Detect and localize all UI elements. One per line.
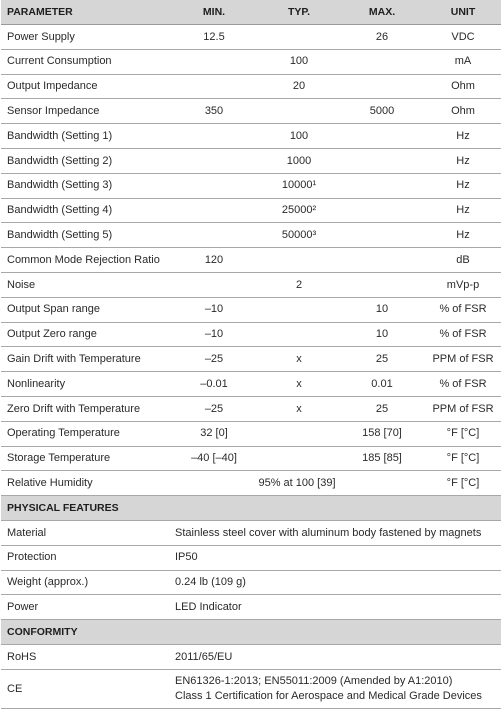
spec-parameter: Storage Temperature (1, 446, 169, 471)
spec-min (169, 173, 259, 198)
spec-unit: Hz (425, 173, 501, 198)
spec-row-sensor-impedance (1, 99, 501, 124)
spec-min (169, 148, 259, 173)
spec-min: 12.5 (169, 25, 259, 50)
spec-row-bandwidth-5 (1, 223, 501, 248)
spec-row-gain-drift (1, 347, 501, 372)
conformity-label: RoHS (1, 644, 169, 669)
spec-parameter: Gain Drift with Temperature (1, 347, 169, 372)
spec-humidity-value: 95% at 100 [39] (169, 471, 425, 496)
spec-min (169, 74, 259, 99)
spec-unit: PPM of FSR (425, 347, 501, 372)
physical-row-protection (1, 545, 501, 570)
spec-parameter: Zero Drift with Temperature (1, 396, 169, 421)
spec-parameter: Bandwidth (Setting 3) (1, 173, 169, 198)
physical-features-section (1, 496, 501, 620)
spec-unit: % of FSR (425, 322, 501, 347)
spec-max: 185 [85] (339, 446, 425, 471)
spec-row-storage-temperature (1, 446, 501, 471)
spec-row-nonlinearity (1, 372, 501, 397)
header-unit: UNIT (425, 0, 501, 25)
spec-typ: x (259, 347, 339, 372)
spec-typ: 20 (259, 74, 339, 99)
specifications-table (1, 0, 501, 709)
spec-parameter: Nonlinearity (1, 372, 169, 397)
spec-max: 10 (339, 322, 425, 347)
header-max: MAX. (339, 0, 425, 25)
spec-max: 10 (339, 297, 425, 322)
spec-row-output-impedance (1, 74, 501, 99)
spec-row-noise (1, 272, 501, 297)
physical-row-material (1, 520, 501, 545)
spec-max (339, 173, 425, 198)
spec-unit: % of FSR (425, 297, 501, 322)
spec-parameter: Relative Humidity (1, 471, 169, 496)
physical-features-header (1, 496, 501, 521)
spec-typ (259, 248, 339, 273)
header-parameter: PARAMETER (1, 0, 169, 25)
physical-value: LED Indicator (169, 595, 501, 620)
spec-max (339, 49, 425, 74)
physical-value: Stainless steel cover with aluminum body fastened by magnets (169, 520, 501, 545)
spec-min: –25 (169, 396, 259, 421)
conformity-section (1, 620, 501, 709)
spec-max: 26 (339, 25, 425, 50)
header-row (1, 0, 501, 25)
spec-max: 0.01 (339, 372, 425, 397)
spec-unit: Ohm (425, 74, 501, 99)
spec-row-power-supply (1, 25, 501, 50)
spec-typ: 1000 (259, 148, 339, 173)
spec-row-bandwidth-1 (1, 124, 501, 149)
ce-standards-line: EN61326-1:2013; EN55011:2009 (Amended by A1:2010) (175, 675, 453, 688)
spec-max: 25 (339, 396, 425, 421)
spec-parameter: Output Impedance (1, 74, 169, 99)
spec-parameter: Sensor Impedance (1, 99, 169, 124)
header-typ: TYP. (259, 0, 339, 25)
conformity-row-ce (1, 669, 501, 708)
spec-typ: 50000³ (259, 223, 339, 248)
spec-unit: PPM of FSR (425, 396, 501, 421)
spec-min (169, 124, 259, 149)
spec-parameter: Bandwidth (Setting 5) (1, 223, 169, 248)
spec-unit: dB (425, 248, 501, 273)
spec-parameter: Bandwidth (Setting 2) (1, 148, 169, 173)
conformity-value: 2011/65/EU (169, 644, 501, 669)
header-min: MIN. (169, 0, 259, 25)
spec-max (339, 198, 425, 223)
spec-unit: Hz (425, 124, 501, 149)
spec-row-bandwidth-2 (1, 148, 501, 173)
spec-typ (259, 99, 339, 124)
spec-min: –40 [–40] (169, 446, 259, 471)
spec-min: –25 (169, 347, 259, 372)
spec-unit: % of FSR (425, 372, 501, 397)
spec-min (169, 223, 259, 248)
physical-row-weight (1, 570, 501, 595)
spec-typ (259, 446, 339, 471)
physical-label: Protection (1, 545, 169, 570)
spec-parameter: Bandwidth (Setting 1) (1, 124, 169, 149)
spec-row-current-consumption (1, 49, 501, 74)
spec-row-bandwidth-3 (1, 173, 501, 198)
spec-typ (259, 421, 339, 446)
conformity-header (1, 620, 501, 645)
spec-max (339, 272, 425, 297)
spec-min: 32 [0] (169, 421, 259, 446)
spec-typ: 2 (259, 272, 339, 297)
spec-min (169, 198, 259, 223)
spec-min (169, 272, 259, 297)
spec-unit: VDC (425, 25, 501, 50)
spec-unit: Ohm (425, 99, 501, 124)
spec-parameter: Noise (1, 272, 169, 297)
spec-row-zero-drift (1, 396, 501, 421)
spec-typ: 100 (259, 49, 339, 74)
spec-row-operating-temperature (1, 421, 501, 446)
spec-min (169, 49, 259, 74)
spec-min: 120 (169, 248, 259, 273)
spec-unit: °F [°C] (425, 471, 501, 496)
spec-unit: °F [°C] (425, 421, 501, 446)
conformity-row-rohs (1, 644, 501, 669)
spec-max (339, 248, 425, 273)
spec-typ: x (259, 396, 339, 421)
spec-row-output-zero-range (1, 322, 501, 347)
spec-unit: Hz (425, 223, 501, 248)
spec-max (339, 223, 425, 248)
spec-typ: x (259, 372, 339, 397)
spec-unit: °F [°C] (425, 446, 501, 471)
conformity-label: CE (1, 669, 169, 708)
physical-label: Material (1, 520, 169, 545)
spec-typ (259, 322, 339, 347)
spec-parameter: Operating Temperature (1, 421, 169, 446)
spec-max (339, 74, 425, 99)
physical-row-power (1, 595, 501, 620)
spec-min: –0.01 (169, 372, 259, 397)
spec-parameter: Common Mode Rejection Ratio (1, 248, 169, 273)
spec-rows (1, 25, 501, 496)
physical-value: IP50 (169, 545, 501, 570)
spec-max: 25 (339, 347, 425, 372)
spec-typ: 25000² (259, 198, 339, 223)
spec-max: 5000 (339, 99, 425, 124)
spec-min: –10 (169, 297, 259, 322)
spec-unit: mVp-p (425, 272, 501, 297)
spec-parameter: Bandwidth (Setting 4) (1, 198, 169, 223)
spec-row-cmrr (1, 248, 501, 273)
spec-max (339, 124, 425, 149)
spec-min: 350 (169, 99, 259, 124)
spec-row-bandwidth-4 (1, 198, 501, 223)
physical-label: Weight (approx.) (1, 570, 169, 595)
spec-row-relative-humidity (1, 471, 501, 496)
section-title: PHYSICAL FEATURES (1, 496, 501, 521)
spec-typ: 100 (259, 124, 339, 149)
spec-typ (259, 25, 339, 50)
spec-max: 158 [70] (339, 421, 425, 446)
spec-row-output-span-range (1, 297, 501, 322)
spec-max (339, 148, 425, 173)
ce-certification-line: Class 1 Certification for Aerospace and Medical Grade Devices (175, 689, 482, 702)
spec-parameter: Output Zero range (1, 322, 169, 347)
spec-min: –10 (169, 322, 259, 347)
conformity-value (169, 669, 501, 708)
physical-label: Power (1, 595, 169, 620)
spec-typ: 10000¹ (259, 173, 339, 198)
spec-parameter: Power Supply (1, 25, 169, 50)
spec-parameter: Current Consumption (1, 49, 169, 74)
physical-value: 0.24 lb (109 g) (169, 570, 501, 595)
spec-typ (259, 297, 339, 322)
spec-unit: mA (425, 49, 501, 74)
section-title: CONFORMITY (1, 620, 501, 645)
spec-parameter: Output Span range (1, 297, 169, 322)
spec-unit: Hz (425, 148, 501, 173)
spec-unit: Hz (425, 198, 501, 223)
